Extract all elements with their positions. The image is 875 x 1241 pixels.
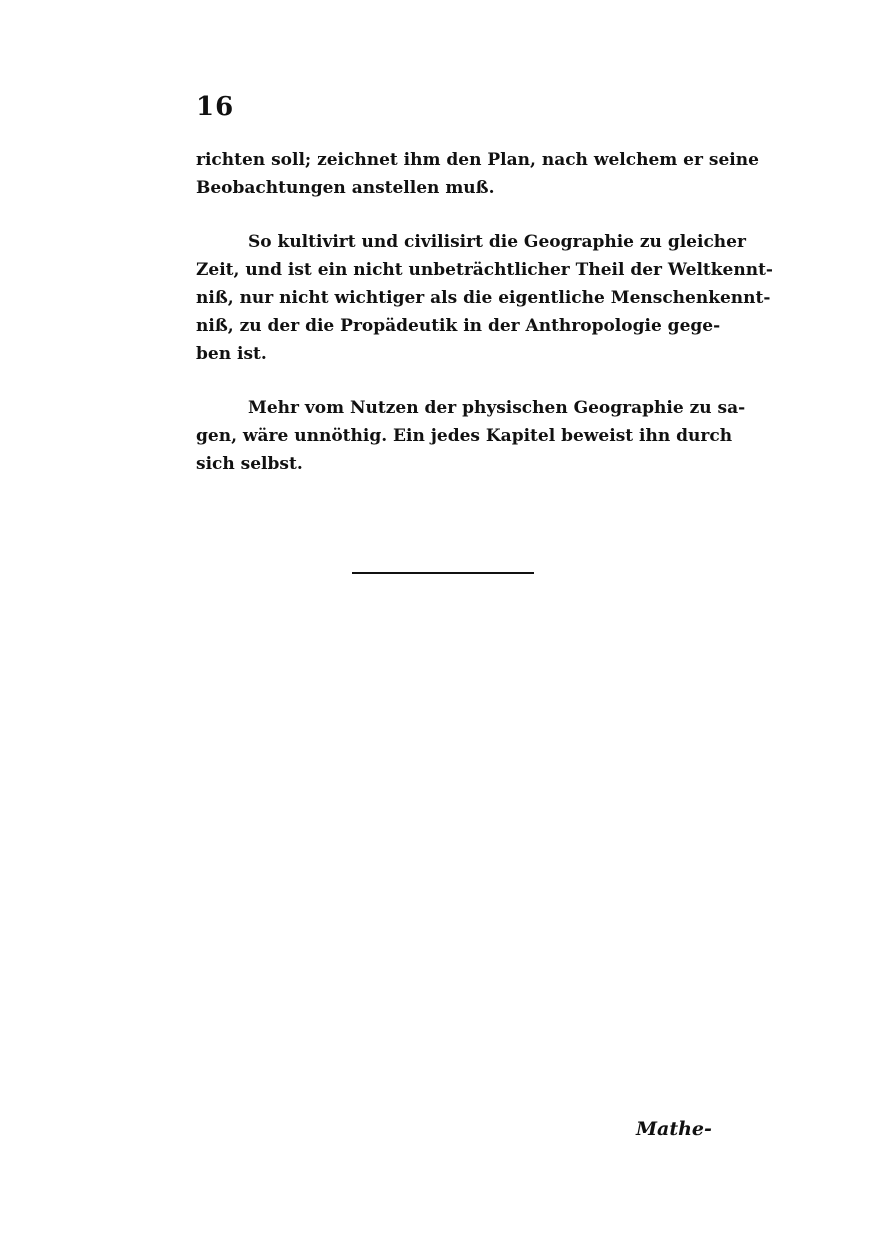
paragraph-line: Mehr vom Nutzen der physischen Geographie zu sa- — [248, 398, 746, 418]
paragraph-3 — [196, 394, 746, 478]
page-number: 16 — [196, 92, 235, 122]
paragraph-2 — [196, 228, 773, 368]
paragraph-line: niß, nur nicht wichtiger als die eigentliche Menschenkennt- — [196, 288, 771, 308]
paragraph-line: richten soll; zeichnet ihm den Plan, nach welchem er seine — [196, 150, 759, 170]
paragraph-line: Zeit, und ist ein nicht unbeträchtlicher Theil der Weltkennt- — [196, 260, 773, 280]
section-divider — [352, 572, 534, 574]
paragraph-line: So kultivirt und civilisirt die Geographie zu gleicher — [248, 232, 746, 252]
paragraph-line: sich selbst. — [196, 454, 303, 474]
paragraph-1 — [196, 146, 759, 202]
paragraph-line: gen, wäre unnöthig. Ein jedes Kapitel beweist ihn durch — [196, 426, 733, 446]
paragraph-line: Beobachtungen anstellen muß. — [196, 178, 495, 198]
catchword: Mathe- — [636, 1118, 712, 1140]
paragraph-line: ben ist. — [196, 344, 267, 364]
paragraph-line: niß, zu der die Propädeutik in der Anthropologie gege- — [196, 316, 721, 336]
